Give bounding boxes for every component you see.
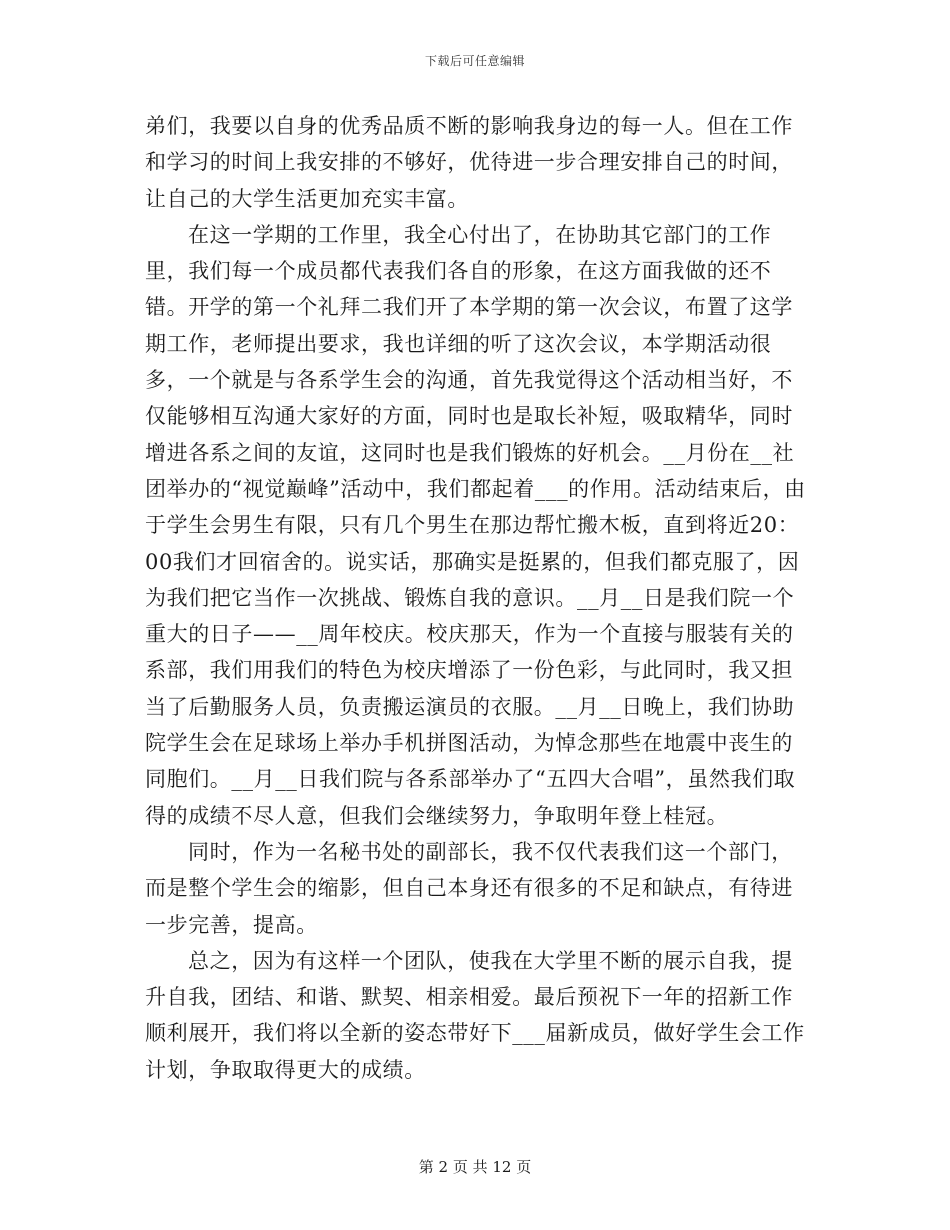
document-body <box>145 108 810 1088</box>
paragraph-2: 在这一学期的工作里，我全心付出了，在协助其它部门的工作里，我们每一个成员都代表我们各自的形象，在这方面我做的还不错。开学的第一个礼拜二我们开了本学期的第一次会议，布置了这学期工作，老师提出要求，我也详细的听了这次会议，本学期活动很多，一个就是与各系学生会的沟通，首先我觉得这个活动相当好，不仅能够相互沟通大家好的方面，同时也是取长补短，吸取精华，同时增进各系之间的友谊，这同时也是我们锻炼的好机会。__月份在__社团举办的“视觉巅峰”活动中，我们都起着___的作用。活动结束后，由于学生会男生有限，只有几个男生在那边帮忙搬木板，直到将近20：00我们才回宿舍的。说实话，那确实是挺累的，但我们都克服了，因为我们把它当作一次挑战、锻炼自我的意识。__月__日是我们院一个重大的日子——__周年校庆。校庆那天，作为一个直接与服装有关的系部，我们用我们的特色为校庆增添了一份色彩，与此同时，我又担当了后勤服务人员，负责搬运演员的衣服。__月__日晚上，我们协助院学生会在足球场上举办手机拼图活动，为悼念那些在地震中丧生的同胞们。__月__日我们院与各系部举办了“五四大合唱”，虽然我们取得的成绩不尽人意，但我们会继续努力，争取明年登上桂冠。 <box>145 222 806 828</box>
paragraph-3: 同时，作为一名秘书处的副部长，我不仅代表我们这一个部门，而是整个学生会的缩影，但自己本身还有很多的不足和缺点，有待进一步完善，提高。 <box>145 839 793 937</box>
paragraph-1: 弟们，我要以自身的优秀品质不断的影响我身边的每一人。但在工作和学习的时间上我安排的不够好，优待进一步合理安排自己的时间，让自己的大学生活更加充实丰富。 <box>145 114 793 211</box>
page-number: 第 2 页 共 12 页 <box>418 1158 532 1176</box>
paragraph-4: 总之，因为有这样一个团队，使我在大学里不断的展示自我，提升自我，团结、和谐、默契、相亲相爱。最后预祝下一年的招新工作顺利展开，我们将以全新的姿态带好下___届新成员，做好学生会工作计划，争取取得更大的成绩。 <box>145 948 805 1082</box>
page-header-note: 下载后可任意编辑 <box>424 54 525 68</box>
